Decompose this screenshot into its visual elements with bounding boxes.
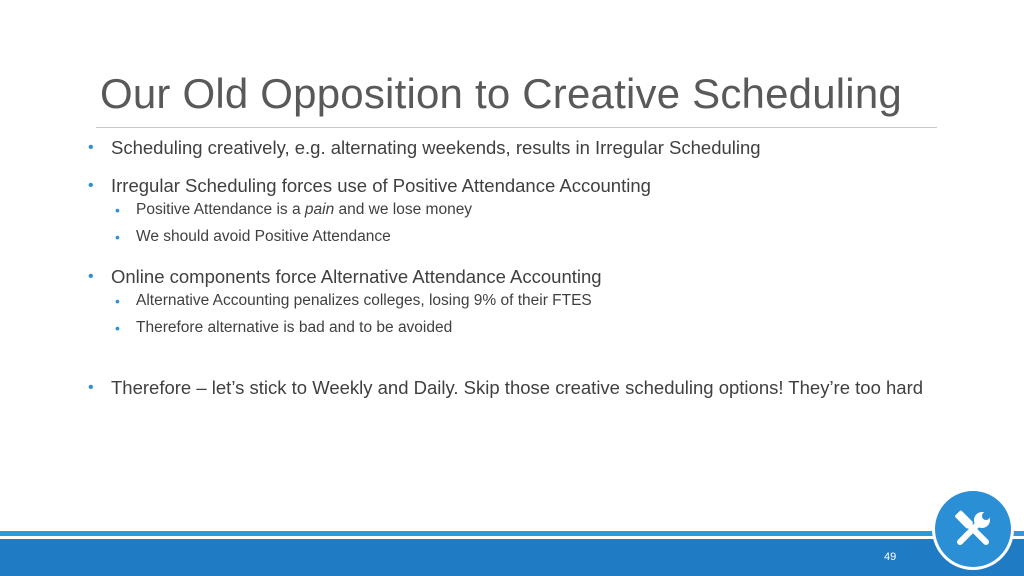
- bullet-icon: •: [88, 268, 94, 285]
- bullet-text: Scheduling creatively, e.g. alternating weekends, results in Irregular Scheduling: [111, 137, 761, 158]
- page-number: 49: [884, 551, 897, 563]
- bullet-item: [88, 136, 938, 160]
- sub-bullet-text-start: Positive Attendance is a: [136, 201, 305, 218]
- sub-bullet-icon: •: [115, 293, 120, 309]
- bullet-item: [88, 376, 938, 400]
- emphasis-text: pain: [304, 201, 335, 218]
- sub-bullet-text: Therefore alternative is bad and to be avoided: [136, 319, 453, 336]
- bullet-text: Therefore – let’s stick to Weekly and Daily. Skip those creative scheduling options! They’re too hard: [111, 377, 924, 398]
- footer-accent-line: [0, 531, 1024, 536]
- sub-bullet-icon: •: [115, 202, 120, 218]
- sub-bullet-text: Alternative Accounting penalizes colleges, losing 9% of their FTES: [136, 292, 592, 309]
- sub-bullet-item: [88, 199, 938, 221]
- slide-title: Our Old Opposition to Creative Scheduling: [100, 70, 902, 117]
- tools-icon: [951, 507, 995, 551]
- sub-bullet-icon: •: [115, 229, 120, 245]
- bullet-text: Online components force Alternative Attendance Accounting: [111, 266, 602, 287]
- sub-bullet-text: We should avoid Positive Attendance: [136, 228, 391, 245]
- sub-bullet-icon: •: [115, 320, 120, 336]
- sub-bullet-text-end: and we lose money: [334, 201, 473, 218]
- bullet-icon: •: [88, 139, 94, 156]
- bullet-list: [88, 136, 938, 400]
- sub-bullet-item: [88, 290, 938, 312]
- bullet-icon: •: [88, 379, 94, 396]
- bullet-icon: •: [88, 177, 94, 194]
- bullet-item: [88, 174, 938, 198]
- footer-bar: [0, 539, 1024, 576]
- bullet-text: Irregular Scheduling forces use of Positive Attendance Accounting: [111, 175, 651, 196]
- sub-bullet-item: [88, 226, 938, 248]
- sub-bullet-item: [88, 317, 938, 339]
- title-divider: [96, 127, 937, 128]
- tools-badge: [935, 491, 1011, 567]
- bullet-item: [88, 265, 938, 289]
